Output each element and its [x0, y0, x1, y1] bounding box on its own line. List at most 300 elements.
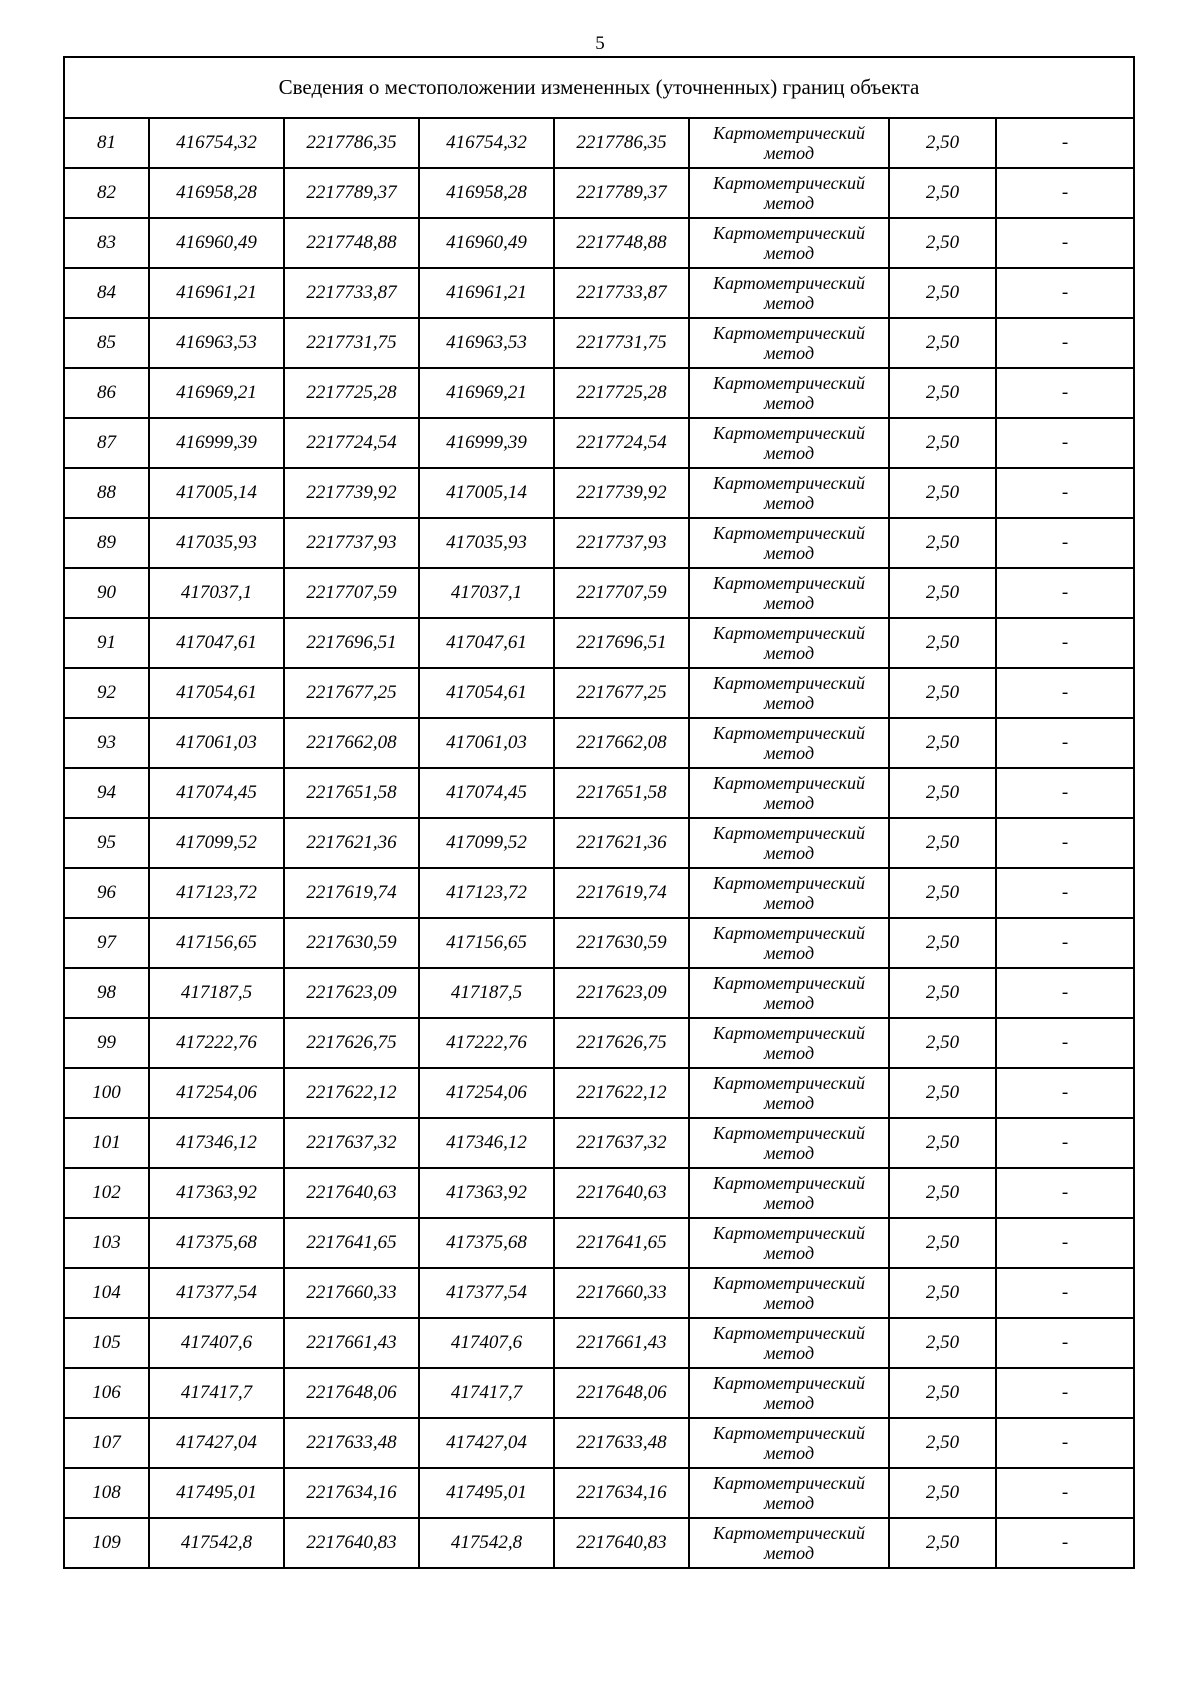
- accuracy-cell: 2,50: [889, 1168, 996, 1218]
- table-row: [64, 168, 1134, 218]
- method-line-1: Картометрический: [712, 1072, 865, 1093]
- new-x-cell: 417222,76: [419, 1018, 554, 1068]
- description-cell: -: [996, 1018, 1134, 1068]
- point-number-cell: 95: [64, 818, 149, 868]
- accuracy-cell: 2,50: [889, 218, 996, 268]
- method-cell: [689, 968, 889, 1018]
- description-cell: -: [996, 618, 1134, 668]
- old-x-cell: 416969,21: [149, 368, 284, 418]
- accuracy-cell: 2,50: [889, 868, 996, 918]
- method-line-1: Картометрический: [712, 372, 865, 393]
- method-line-1: Картометрический: [712, 972, 865, 993]
- description-cell: -: [996, 1318, 1134, 1368]
- accuracy-cell: 2,50: [889, 668, 996, 718]
- method-line-2: метод: [763, 542, 815, 563]
- accuracy-cell: 2,50: [889, 1468, 996, 1518]
- new-y-cell: 2217737,93: [554, 518, 689, 568]
- method-line-1: Картометрический: [712, 1272, 865, 1293]
- old-y-cell: 2217648,06: [284, 1368, 419, 1418]
- table-row: [64, 1018, 1134, 1068]
- method-line-1: Картометрический: [712, 1422, 865, 1443]
- old-x-cell: 417005,14: [149, 468, 284, 518]
- new-y-cell: 2217630,59: [554, 918, 689, 968]
- description-cell: -: [996, 318, 1134, 368]
- old-x-cell: 417074,45: [149, 768, 284, 818]
- accuracy-cell: 2,50: [889, 568, 996, 618]
- table-row: [64, 1518, 1134, 1568]
- table-row: [64, 918, 1134, 968]
- new-y-cell: 2217637,32: [554, 1118, 689, 1168]
- old-x-cell: 417061,03: [149, 718, 284, 768]
- table-row: [64, 618, 1134, 668]
- accuracy-cell: 2,50: [889, 1318, 996, 1368]
- new-x-cell: 417346,12: [419, 1118, 554, 1168]
- method-line-2: метод: [763, 492, 815, 513]
- method-line-2: метод: [763, 592, 815, 613]
- old-y-cell: 2217626,75: [284, 1018, 419, 1068]
- new-x-cell: 417375,68: [419, 1218, 554, 1268]
- new-x-cell: 417417,7: [419, 1368, 554, 1418]
- point-number-cell: 83: [64, 218, 149, 268]
- new-y-cell: 2217626,75: [554, 1018, 689, 1068]
- description-cell: -: [996, 1118, 1134, 1168]
- new-x-cell: 416999,39: [419, 418, 554, 468]
- table-row: [64, 218, 1134, 268]
- old-y-cell: 2217707,59: [284, 568, 419, 618]
- new-y-cell: 2217789,37: [554, 168, 689, 218]
- table-row: [64, 568, 1134, 618]
- method-line-1: Картометрический: [712, 922, 865, 943]
- method-line-1: Картометрический: [712, 1472, 865, 1493]
- point-number-cell: 90: [64, 568, 149, 618]
- method-line-2: метод: [763, 192, 815, 213]
- method-cell: [689, 1418, 889, 1468]
- point-number-cell: 96: [64, 868, 149, 918]
- description-cell: -: [996, 168, 1134, 218]
- point-number-cell: 81: [64, 118, 149, 168]
- table-title-row: [64, 57, 1134, 118]
- old-x-cell: 417254,06: [149, 1068, 284, 1118]
- new-y-cell: 2217786,35: [554, 118, 689, 168]
- point-number-cell: 93: [64, 718, 149, 768]
- method-line-2: метод: [763, 342, 815, 363]
- accuracy-cell: 2,50: [889, 118, 996, 168]
- point-number-cell: 99: [64, 1018, 149, 1068]
- new-x-cell: 417427,04: [419, 1418, 554, 1468]
- old-x-cell: 417377,54: [149, 1268, 284, 1318]
- method-line-2: метод: [763, 292, 815, 313]
- point-number-cell: 102: [64, 1168, 149, 1218]
- table-row: [64, 1118, 1134, 1168]
- point-number-cell: 85: [64, 318, 149, 368]
- new-x-cell: 416960,49: [419, 218, 554, 268]
- accuracy-cell: 2,50: [889, 1218, 996, 1268]
- new-x-cell: 417061,03: [419, 718, 554, 768]
- old-y-cell: 2217696,51: [284, 618, 419, 668]
- description-cell: -: [996, 668, 1134, 718]
- accuracy-cell: 2,50: [889, 318, 996, 368]
- description-cell: -: [996, 1218, 1134, 1268]
- new-x-cell: 416969,21: [419, 368, 554, 418]
- table-row: [64, 868, 1134, 918]
- method-line-2: метод: [763, 842, 815, 863]
- accuracy-cell: 2,50: [889, 468, 996, 518]
- table-row: [64, 718, 1134, 768]
- method-line-2: метод: [763, 1542, 815, 1563]
- description-cell: -: [996, 218, 1134, 268]
- table-row: [64, 1268, 1134, 1318]
- old-x-cell: 417222,76: [149, 1018, 284, 1068]
- method-line-1: Картометрический: [712, 522, 865, 543]
- accuracy-cell: 2,50: [889, 418, 996, 468]
- point-number-cell: 104: [64, 1268, 149, 1318]
- point-number-cell: 82: [64, 168, 149, 218]
- new-x-cell: 417005,14: [419, 468, 554, 518]
- table-body: [64, 118, 1134, 1568]
- new-x-cell: 417363,92: [419, 1168, 554, 1218]
- description-cell: -: [996, 1068, 1134, 1118]
- new-x-cell: 417035,93: [419, 518, 554, 568]
- old-x-cell: 417542,8: [149, 1518, 284, 1568]
- old-y-cell: 2217733,87: [284, 268, 419, 318]
- old-y-cell: 2217731,75: [284, 318, 419, 368]
- table-row: [64, 1368, 1134, 1418]
- method-line-2: метод: [763, 942, 815, 963]
- method-cell: [689, 1218, 889, 1268]
- method-line-1: Картометрический: [712, 122, 865, 143]
- method-line-1: Картометрический: [712, 472, 865, 493]
- method-cell: [689, 268, 889, 318]
- old-x-cell: 417495,01: [149, 1468, 284, 1518]
- old-y-cell: 2217724,54: [284, 418, 419, 468]
- new-x-cell: 417254,06: [419, 1068, 554, 1118]
- method-line-1: Картометрический: [712, 1322, 865, 1343]
- table-row: [64, 968, 1134, 1018]
- description-cell: -: [996, 718, 1134, 768]
- description-cell: -: [996, 1518, 1134, 1568]
- accuracy-cell: 2,50: [889, 168, 996, 218]
- method-line-1: Картометрический: [712, 622, 865, 643]
- old-y-cell: 2217786,35: [284, 118, 419, 168]
- point-number-cell: 88: [64, 468, 149, 518]
- point-number-cell: 101: [64, 1118, 149, 1168]
- description-cell: -: [996, 868, 1134, 918]
- method-cell: [689, 368, 889, 418]
- point-number-cell: 107: [64, 1418, 149, 1468]
- point-number-cell: 91: [64, 618, 149, 668]
- description-cell: -: [996, 1168, 1134, 1218]
- table-row: [64, 118, 1134, 168]
- old-y-cell: 2217677,25: [284, 668, 419, 718]
- new-y-cell: 2217622,12: [554, 1068, 689, 1118]
- old-x-cell: 417427,04: [149, 1418, 284, 1468]
- new-x-cell: 416961,21: [419, 268, 554, 318]
- point-number-cell: 89: [64, 518, 149, 568]
- old-y-cell: 2217640,83: [284, 1518, 419, 1568]
- new-y-cell: 2217619,74: [554, 868, 689, 918]
- accuracy-cell: 2,50: [889, 1268, 996, 1318]
- new-x-cell: 417047,61: [419, 618, 554, 668]
- description-cell: -: [996, 468, 1134, 518]
- accuracy-cell: 2,50: [889, 1518, 996, 1568]
- method-line-1: Картометрический: [712, 1372, 865, 1393]
- method-line-2: метод: [763, 1042, 815, 1063]
- method-cell: [689, 168, 889, 218]
- old-y-cell: 2217725,28: [284, 368, 419, 418]
- method-line-2: метод: [763, 892, 815, 913]
- old-y-cell: 2217651,58: [284, 768, 419, 818]
- old-x-cell: 417035,93: [149, 518, 284, 568]
- method-line-2: метод: [763, 1092, 815, 1113]
- new-x-cell: 417037,1: [419, 568, 554, 618]
- description-cell: -: [996, 268, 1134, 318]
- table-row: [64, 418, 1134, 468]
- page-number: 5: [595, 33, 605, 54]
- point-number-cell: 87: [64, 418, 149, 468]
- point-number-cell: 103: [64, 1218, 149, 1268]
- table-row: [64, 668, 1134, 718]
- old-y-cell: 2217748,88: [284, 218, 419, 268]
- point-number-cell: 109: [64, 1518, 149, 1568]
- old-x-cell: 417346,12: [149, 1118, 284, 1168]
- new-y-cell: 2217660,33: [554, 1268, 689, 1318]
- method-line-1: Картометрический: [712, 572, 865, 593]
- method-line-1: Картометрический: [712, 1022, 865, 1043]
- new-y-cell: 2217623,09: [554, 968, 689, 1018]
- method-cell: [689, 1518, 889, 1568]
- accuracy-cell: 2,50: [889, 368, 996, 418]
- old-y-cell: 2217737,93: [284, 518, 419, 568]
- accuracy-cell: 2,50: [889, 618, 996, 668]
- new-y-cell: 2217640,83: [554, 1518, 689, 1568]
- accuracy-cell: 2,50: [889, 1118, 996, 1168]
- old-x-cell: 417156,65: [149, 918, 284, 968]
- table-row: [64, 768, 1134, 818]
- new-x-cell: 417099,52: [419, 818, 554, 868]
- description-cell: -: [996, 368, 1134, 418]
- table-row: [64, 318, 1134, 368]
- table-row: [64, 468, 1134, 518]
- method-line-2: метод: [763, 1442, 815, 1463]
- description-cell: -: [996, 568, 1134, 618]
- table-row: [64, 368, 1134, 418]
- old-x-cell: 416999,39: [149, 418, 284, 468]
- method-line-1: Картометрический: [712, 1172, 865, 1193]
- method-line-1: Картометрический: [712, 1222, 865, 1243]
- method-line-2: метод: [763, 392, 815, 413]
- new-y-cell: 2217640,63: [554, 1168, 689, 1218]
- new-x-cell: 417542,8: [419, 1518, 554, 1568]
- method-cell: [689, 1268, 889, 1318]
- new-y-cell: 2217748,88: [554, 218, 689, 268]
- accuracy-cell: 2,50: [889, 818, 996, 868]
- point-number-cell: 84: [64, 268, 149, 318]
- new-y-cell: 2217733,87: [554, 268, 689, 318]
- method-line-2: метод: [763, 692, 815, 713]
- method-cell: [689, 318, 889, 368]
- table-row: [64, 1318, 1134, 1368]
- description-cell: -: [996, 518, 1134, 568]
- description-cell: -: [996, 418, 1134, 468]
- old-y-cell: 2217789,37: [284, 168, 419, 218]
- method-line-1: Картометрический: [712, 422, 865, 443]
- description-cell: -: [996, 1468, 1134, 1518]
- method-cell: [689, 1318, 889, 1368]
- method-cell: [689, 1468, 889, 1518]
- table-row: [64, 268, 1134, 318]
- old-x-cell: 417123,72: [149, 868, 284, 918]
- old-x-cell: 416961,21: [149, 268, 284, 318]
- method-line-2: метод: [763, 642, 815, 663]
- new-x-cell: 417187,5: [419, 968, 554, 1018]
- old-x-cell: 417417,7: [149, 1368, 284, 1418]
- old-y-cell: 2217622,12: [284, 1068, 419, 1118]
- method-cell: [689, 1168, 889, 1218]
- method-line-2: метод: [763, 992, 815, 1013]
- method-line-2: метод: [763, 742, 815, 763]
- boundary-coordinates-table: [63, 56, 1135, 1569]
- method-cell: [689, 1368, 889, 1418]
- old-y-cell: 2217633,48: [284, 1418, 419, 1468]
- table-title: Сведения о местоположении измененных (уточненных) границ объекта: [64, 57, 1134, 118]
- accuracy-cell: 2,50: [889, 1368, 996, 1418]
- method-cell: [689, 468, 889, 518]
- table-row: [64, 1168, 1134, 1218]
- new-y-cell: 2217662,08: [554, 718, 689, 768]
- accuracy-cell: 2,50: [889, 268, 996, 318]
- old-y-cell: 2217621,36: [284, 818, 419, 868]
- old-x-cell: 417187,5: [149, 968, 284, 1018]
- method-line-2: метод: [763, 1492, 815, 1513]
- new-y-cell: 2217725,28: [554, 368, 689, 418]
- old-x-cell: 417054,61: [149, 668, 284, 718]
- method-line-2: метод: [763, 1292, 815, 1313]
- table-row: [64, 1418, 1134, 1468]
- point-number-cell: 100: [64, 1068, 149, 1118]
- accuracy-cell: 2,50: [889, 1018, 996, 1068]
- new-y-cell: 2217634,16: [554, 1468, 689, 1518]
- old-y-cell: 2217640,63: [284, 1168, 419, 1218]
- old-y-cell: 2217641,65: [284, 1218, 419, 1268]
- description-cell: -: [996, 118, 1134, 168]
- method-line-1: Картометрический: [712, 1122, 865, 1143]
- description-cell: -: [996, 1268, 1134, 1318]
- method-line-2: метод: [763, 1342, 815, 1363]
- new-y-cell: 2217677,25: [554, 668, 689, 718]
- old-x-cell: 416960,49: [149, 218, 284, 268]
- new-x-cell: 417123,72: [419, 868, 554, 918]
- method-line-2: метод: [763, 242, 815, 263]
- old-y-cell: 2217739,92: [284, 468, 419, 518]
- table-row: [64, 1468, 1134, 1518]
- old-x-cell: 416963,53: [149, 318, 284, 368]
- method-line-1: Картометрический: [712, 872, 865, 893]
- method-cell: [689, 818, 889, 868]
- new-y-cell: 2217696,51: [554, 618, 689, 668]
- method-line-1: Картометрический: [712, 272, 865, 293]
- old-x-cell: 417363,92: [149, 1168, 284, 1218]
- old-y-cell: 2217662,08: [284, 718, 419, 768]
- accuracy-cell: 2,50: [889, 918, 996, 968]
- old-x-cell: 417407,6: [149, 1318, 284, 1368]
- table-row: [64, 818, 1134, 868]
- method-cell: [689, 618, 889, 668]
- description-cell: -: [996, 1368, 1134, 1418]
- old-y-cell: 2217661,43: [284, 1318, 419, 1368]
- old-y-cell: 2217637,32: [284, 1118, 419, 1168]
- point-number-cell: 106: [64, 1368, 149, 1418]
- method-line-2: метод: [763, 142, 815, 163]
- new-y-cell: 2217661,43: [554, 1318, 689, 1368]
- new-y-cell: 2217731,75: [554, 318, 689, 368]
- new-y-cell: 2217621,36: [554, 818, 689, 868]
- old-y-cell: 2217660,33: [284, 1268, 419, 1318]
- new-x-cell: 416958,28: [419, 168, 554, 218]
- method-line-1: Картометрический: [712, 672, 865, 693]
- method-cell: [689, 568, 889, 618]
- new-x-cell: 416754,32: [419, 118, 554, 168]
- new-x-cell: 417054,61: [419, 668, 554, 718]
- old-x-cell: 416754,32: [149, 118, 284, 168]
- new-x-cell: 417407,6: [419, 1318, 554, 1368]
- method-cell: [689, 1118, 889, 1168]
- old-x-cell: 417375,68: [149, 1218, 284, 1268]
- accuracy-cell: 2,50: [889, 718, 996, 768]
- method-cell: [689, 518, 889, 568]
- method-cell: [689, 918, 889, 968]
- new-y-cell: 2217633,48: [554, 1418, 689, 1468]
- new-y-cell: 2217739,92: [554, 468, 689, 518]
- method-cell: [689, 118, 889, 168]
- method-line-1: Картометрический: [712, 222, 865, 243]
- method-cell: [689, 668, 889, 718]
- accuracy-cell: 2,50: [889, 1418, 996, 1468]
- table-row: [64, 518, 1134, 568]
- point-number-cell: 98: [64, 968, 149, 1018]
- new-x-cell: 417377,54: [419, 1268, 554, 1318]
- accuracy-cell: 2,50: [889, 518, 996, 568]
- new-x-cell: 417495,01: [419, 1468, 554, 1518]
- method-line-1: Картометрический: [712, 772, 865, 793]
- description-cell: -: [996, 768, 1134, 818]
- point-number-cell: 105: [64, 1318, 149, 1368]
- new-y-cell: 2217707,59: [554, 568, 689, 618]
- accuracy-cell: 2,50: [889, 768, 996, 818]
- new-y-cell: 2217651,58: [554, 768, 689, 818]
- method-line-1: Картометрический: [712, 172, 865, 193]
- point-number-cell: 86: [64, 368, 149, 418]
- new-x-cell: 417156,65: [419, 918, 554, 968]
- old-y-cell: 2217630,59: [284, 918, 419, 968]
- table-row: [64, 1218, 1134, 1268]
- old-x-cell: 417099,52: [149, 818, 284, 868]
- old-y-cell: 2217619,74: [284, 868, 419, 918]
- point-number-cell: 108: [64, 1468, 149, 1518]
- method-line-2: метод: [763, 1242, 815, 1263]
- accuracy-cell: 2,50: [889, 968, 996, 1018]
- method-line-2: метод: [763, 442, 815, 463]
- old-x-cell: 417037,1: [149, 568, 284, 618]
- accuracy-cell: 2,50: [889, 1068, 996, 1118]
- method-cell: [689, 868, 889, 918]
- new-x-cell: 416963,53: [419, 318, 554, 368]
- old-y-cell: 2217634,16: [284, 1468, 419, 1518]
- description-cell: -: [996, 918, 1134, 968]
- new-x-cell: 417074,45: [419, 768, 554, 818]
- method-line-2: метод: [763, 1142, 815, 1163]
- table-row: [64, 1068, 1134, 1118]
- method-line-1: Картометрический: [712, 722, 865, 743]
